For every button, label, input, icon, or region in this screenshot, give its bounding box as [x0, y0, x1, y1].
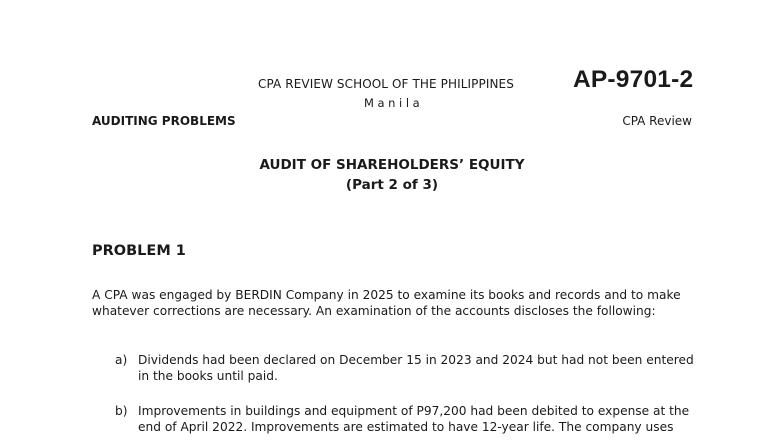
course-label: CPA Review [622, 114, 692, 128]
list-item [138, 403, 689, 435]
document-subtitle: (Part 2 of 3) [345, 177, 439, 193]
school-city: Manila [364, 96, 424, 110]
document-code: AP-9701-2 [573, 66, 694, 93]
list-item-marker: b) [115, 404, 128, 418]
list-item-line: Improvements in buildings and equipment of P97,200 had been debited to expense at the [138, 404, 690, 418]
document-title: AUDIT OF SHAREHOLDERS’ EQUITY [259, 157, 525, 173]
problem-heading: PROBLEM 1 [92, 243, 186, 259]
list-item [138, 352, 694, 384]
intro-line: A CPA was engaged by BERDIN Company in 2025 to examine its books and records and to make [92, 288, 681, 302]
subject-heading: AUDITING PROBLEMS [92, 114, 236, 128]
school-name: CPA REVIEW SCHOOL OF THE PHILIPPINES [258, 77, 514, 91]
list-item-line: Dividends had been declared on December 15 in 2023 and 2024 but had not been entered [138, 353, 694, 367]
list-item-line: in the books until paid. [138, 369, 278, 383]
list-item-line: end of April 2022. Improvements are estimated to have 12-year life. The company uses [138, 420, 674, 434]
list-item-marker: a) [115, 353, 128, 367]
intro-line: whatever corrections are necessary. An examination of the accounts discloses the following: [92, 304, 656, 318]
problem-intro [92, 287, 692, 319]
